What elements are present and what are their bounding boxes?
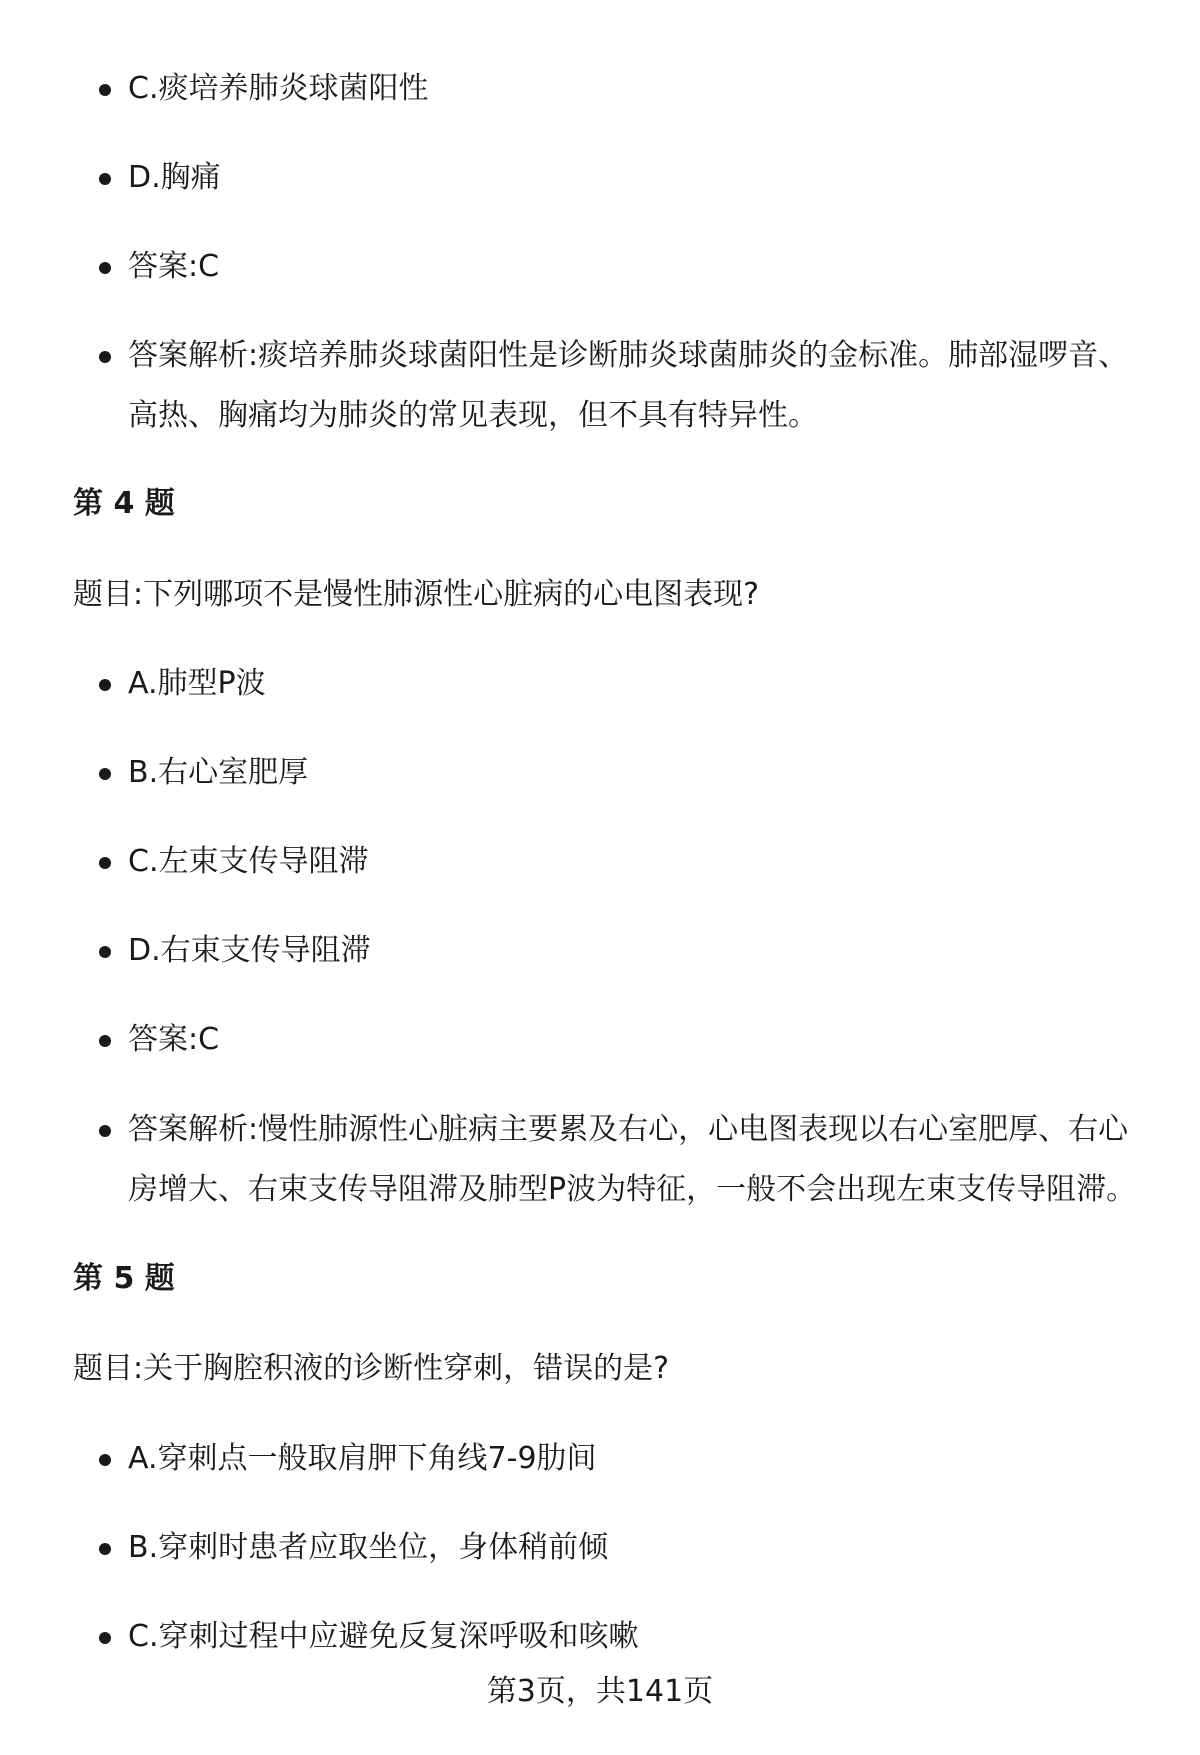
q4-explanation — [128, 1100, 1148, 1220]
q4-option-b — [128, 743, 1148, 803]
option-text: C.痰培养肺炎球菌阳性 — [128, 71, 429, 106]
bullet-icon — [99, 84, 111, 96]
q4-option-a — [128, 654, 1148, 714]
option-text: B.右心室肥厚 — [128, 755, 309, 790]
bullet-icon — [99, 768, 111, 780]
q3-option-c — [128, 59, 1148, 119]
q5-heading: 第 5 题 — [73, 1261, 175, 1296]
bullet-icon — [99, 1454, 111, 1466]
q5-stem: 题目:关于胸腔积液的诊断性穿刺，错误的是? — [73, 1351, 670, 1386]
q3-answer — [128, 237, 1148, 297]
page-number-footer: 第3页，共141页 — [486, 1674, 714, 1709]
q4-option-d — [128, 921, 1148, 981]
q4-stem: 题目:下列哪项不是慢性肺源性心脏病的心电图表现? — [73, 577, 760, 612]
option-text: A.肺型P波 — [128, 666, 266, 701]
bullet-icon — [99, 857, 111, 869]
option-text: B.穿刺时患者应取坐位，身体稍前倾 — [128, 1530, 609, 1565]
q5-option-a — [128, 1429, 1148, 1489]
option-text: D.右束支传导阻滞 — [128, 933, 371, 968]
option-text: D.胸痛 — [128, 160, 221, 195]
answer-text: 答案:C — [128, 249, 220, 284]
q5-option-b — [128, 1518, 1148, 1578]
q4-heading: 第 4 题 — [73, 486, 175, 521]
bullet-icon — [99, 1035, 111, 1047]
bullet-icon — [99, 679, 111, 691]
bullet-icon — [99, 1632, 111, 1644]
explanation-text: 答案解析:痰培养肺炎球菌阳性是诊断肺炎球菌肺炎的金标准。肺部湿啰音、高热、胸痛均为肺炎的常见表现，但不具有特异性。 — [128, 338, 1129, 433]
bullet-icon — [99, 351, 111, 363]
q4-option-c — [128, 832, 1148, 892]
q5-option-c — [128, 1607, 1148, 1667]
option-text: C.左束支传导阻滞 — [128, 844, 369, 879]
option-text: C.穿刺过程中应避免反复深呼吸和咳嗽 — [128, 1619, 639, 1654]
q4-answer — [128, 1010, 1148, 1070]
bullet-icon — [99, 262, 111, 274]
bullet-icon — [99, 173, 111, 185]
option-text: A.穿刺点一般取肩胛下角线7-9肋间 — [128, 1441, 597, 1476]
answer-text: 答案:C — [128, 1022, 220, 1057]
bullet-icon — [99, 1125, 111, 1137]
bullet-icon — [99, 946, 111, 958]
bullet-icon — [99, 1543, 111, 1555]
q3-option-d — [128, 148, 1148, 208]
explanation-text: 答案解析:慢性肺源性心脏病主要累及右心，心电图表现以右心室肥厚、右心房增大、右束支传导阻滞及肺型P波为特征，一般不会出现左束支传导阻滞。 — [128, 1112, 1137, 1207]
q3-explanation — [128, 326, 1148, 446]
